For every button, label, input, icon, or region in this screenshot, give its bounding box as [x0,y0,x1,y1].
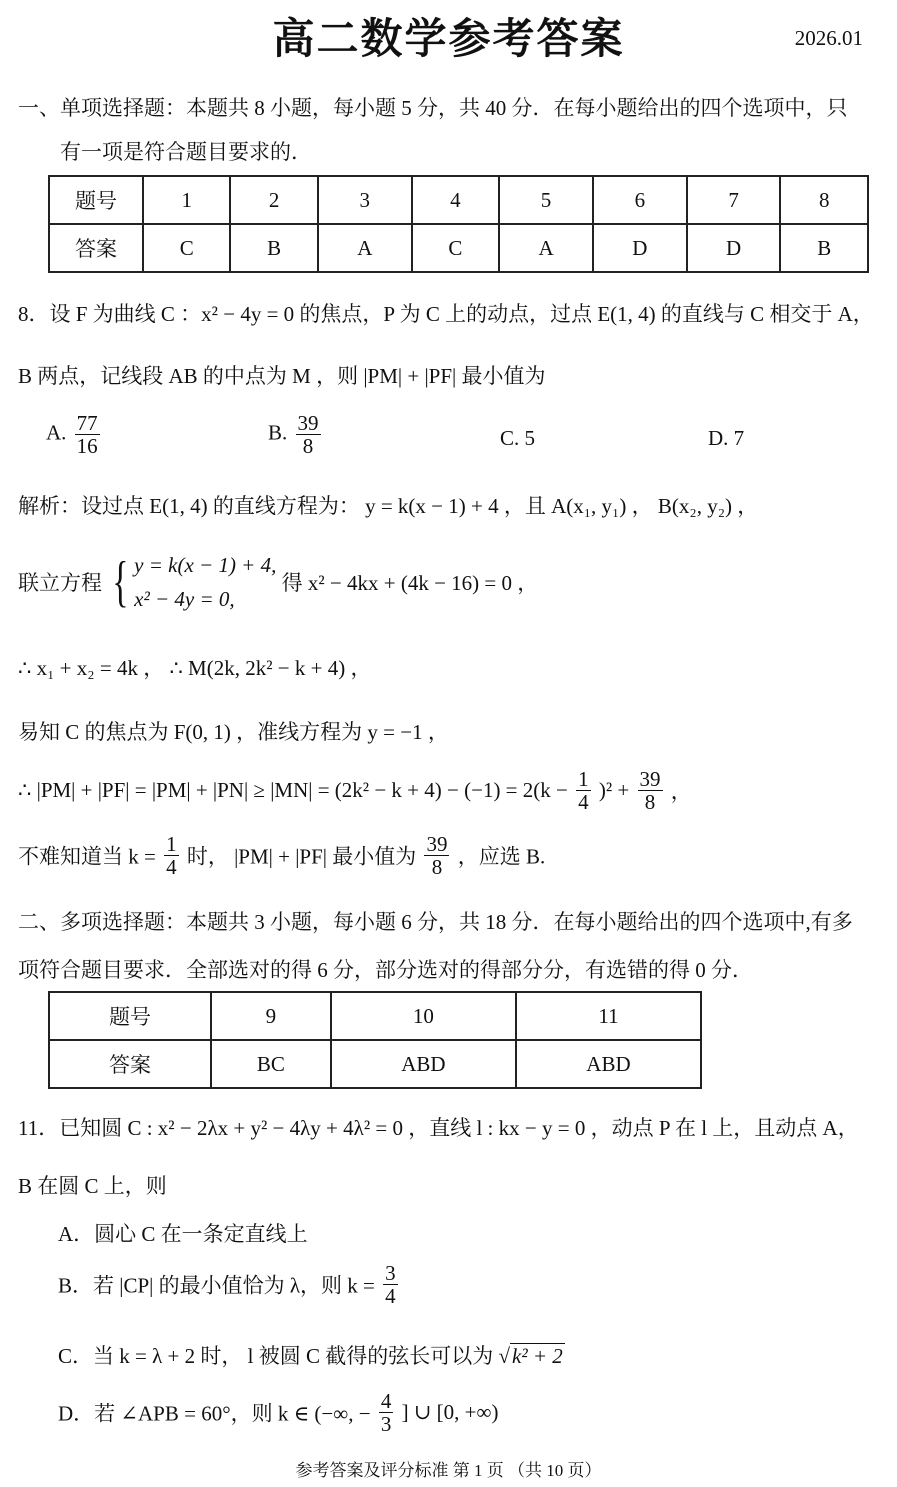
table-cell: 1 [143,176,230,224]
q8-option-d: D. 7 [708,426,745,450]
numerator: 1 [578,767,589,791]
numerator: 77 [76,411,98,435]
q11-option-a: A．圆心 C 在一条定直线上 [58,1222,308,1246]
q8-stem-line1: 8．设 F 为曲线 C ：x² − 4y = 0 的焦点，P 为 C 上的动点，过点 E(1, 4) 的直线与 C 相交于 A， [18,302,874,326]
option-label: B. [268,420,288,445]
q8-stem-line2: B 两点，记线段 AB 的中点为 M ，则 |PM| + |PF| 最小值为 [18,364,546,388]
q8-solution-line3: ∴ x₁ + x₂ = 4k ， ∴ M(2k, 2k² − k + 4) ， [18,656,372,680]
answer-table-multiple [48,991,702,1089]
equation-1: y = k(x − 1) + 4, [134,553,277,577]
table-cell: A [318,224,412,272]
system-prefix: 联立方程 [18,571,102,595]
fraction [296,412,321,457]
table-cell: 4 [412,176,499,224]
numerator: 1 [166,832,177,856]
expression: D．若 ∠APB = 60°，则 k ∈ (−∞, − [58,1401,371,1426]
numerator: 3 [385,1261,396,1285]
page-title: 高二数学参考答案 [272,17,625,63]
table-cell: 2 [230,176,317,224]
table-cell: 9 [211,992,331,1040]
fraction [379,1390,394,1435]
denominator: 8 [644,790,656,815]
q11-option-c [58,1340,565,1370]
table-cell: 8 [780,176,868,224]
expression: ，应选 B. [457,844,546,869]
q8-solution-system [18,548,538,616]
q8-option-c: C. 5 [500,426,536,450]
q8-option-a [46,412,103,457]
denominator: 8 [431,855,443,880]
q8-solution-line4: 易知 C 的焦点为 F(0, 1) ，准线方程为 y = −1 ， [18,720,449,744]
expression: ， [670,779,692,804]
q8-solution-line6 [18,833,545,878]
table-cell: C [412,224,499,272]
exam-date: 2026.01 [794,26,863,50]
left-brace-icon: { [112,551,129,613]
table-cell: 7 [687,176,781,224]
fraction [576,768,591,813]
table-cell: D [687,224,781,272]
table-cell: A [499,224,593,272]
expression: C．当 k = λ + 2 时， l 被圆 C 截得的弦长可以为 √ [58,1344,510,1368]
table-cell: B [230,224,317,272]
denominator: 16 [76,434,98,459]
equation-2: x² − 4y = 0, [134,587,235,611]
table-cell: ABD [331,1040,516,1088]
q8-solution-line1: 解析：设过点 E(1, 4) 的直线方程为： y = k(x − 1) + 4 ，且 A(x₁, y₁) ， B(x₂, y₂) ， [18,494,759,518]
fraction [383,1262,398,1307]
table-header-cell: 答案 [49,224,143,272]
page-footer: 参考答案及评分标准 第 1 页 （共 10 页） [295,1461,602,1480]
fraction [75,412,100,457]
table-cell: 6 [593,176,687,224]
system-result: 得 x² − 4kx + (4k − 16) = 0 ， [281,571,539,595]
denominator: 4 [385,1284,396,1309]
fraction [424,833,449,878]
expression: 不难知道当 k = [18,844,156,869]
section2-intro-line1: 二、多项选择题：本题共 3 小题，每小题 6 分，共 18 分．在每小题给出的四个选项中,有多 [18,910,853,934]
expression: B．若 |CP| 的最小值恰为 λ，则 k = [58,1273,375,1298]
table-row-answers [49,224,868,272]
table-header-cell: 题号 [49,176,143,224]
table-cell: 5 [499,176,593,224]
expression: ] ∪ [0, +∞) [401,1400,499,1425]
table-header-cell: 题号 [49,992,211,1040]
equation-system [134,548,276,616]
q8-option-b [268,412,324,457]
numerator: 4 [380,1389,392,1413]
fraction [638,768,663,813]
numerator: 39 [639,767,661,791]
q11-option-b [58,1262,401,1307]
answer-table-single [48,175,869,273]
numerator: 39 [426,832,448,856]
option-label: A. [46,420,67,445]
denominator: 4 [578,790,589,815]
expression: ∴ |PM| + |PF| = |PM| + |PN| ≥ |MN| = (2k² − k + 4) − (−1) = 2(k − [18,778,568,803]
table-cell: ABD [516,1040,701,1088]
denominator: 8 [302,434,314,459]
table-cell: 3 [318,176,412,224]
table-cell: 10 [331,992,516,1040]
table-cell: BC [211,1040,331,1088]
table-cell: B [780,224,868,272]
radicand: k² + 2 [512,1344,563,1368]
table-header-cell: 答案 [49,1040,211,1088]
numerator: 39 [297,411,319,435]
denominator: 4 [166,855,177,880]
table-row-numbers [49,992,701,1040]
fraction [164,833,179,878]
table-row-answers [49,1040,701,1088]
q8-solution-line5 [18,768,692,813]
q11-option-d [58,1390,498,1435]
expression: 时， |PM| + |PF| 最小值为 [186,844,417,869]
q11-stem-line2: B 在圆 C 上，则 [18,1174,167,1198]
table-cell: C [143,224,230,272]
expression: )² + [598,778,630,803]
denominator: 3 [380,1412,392,1437]
table-cell: 11 [516,992,701,1040]
section2-intro-line2: 项符合题目要求．全部选对的得 6 分，部分选对的得部分分，有选错的得 0 分． [18,958,753,982]
table-cell: D [593,224,687,272]
table-row-numbers [49,176,868,224]
q11-stem-line1: 11．已知圆 C : x² − 2λx + y² − 4λy + 4λ² = 0 ，直线 l : kx − y = 0 ，动点 P 在 l 上，且动点 A， [18,1116,859,1140]
section1-intro-line2: 有一项是符合题目要求的． [60,140,312,164]
section1-intro-line1: 一、单项选择题：本题共 8 小题，每小题 5 分，共 40 分．在每小题给出的四个选项中，只 [18,96,848,120]
